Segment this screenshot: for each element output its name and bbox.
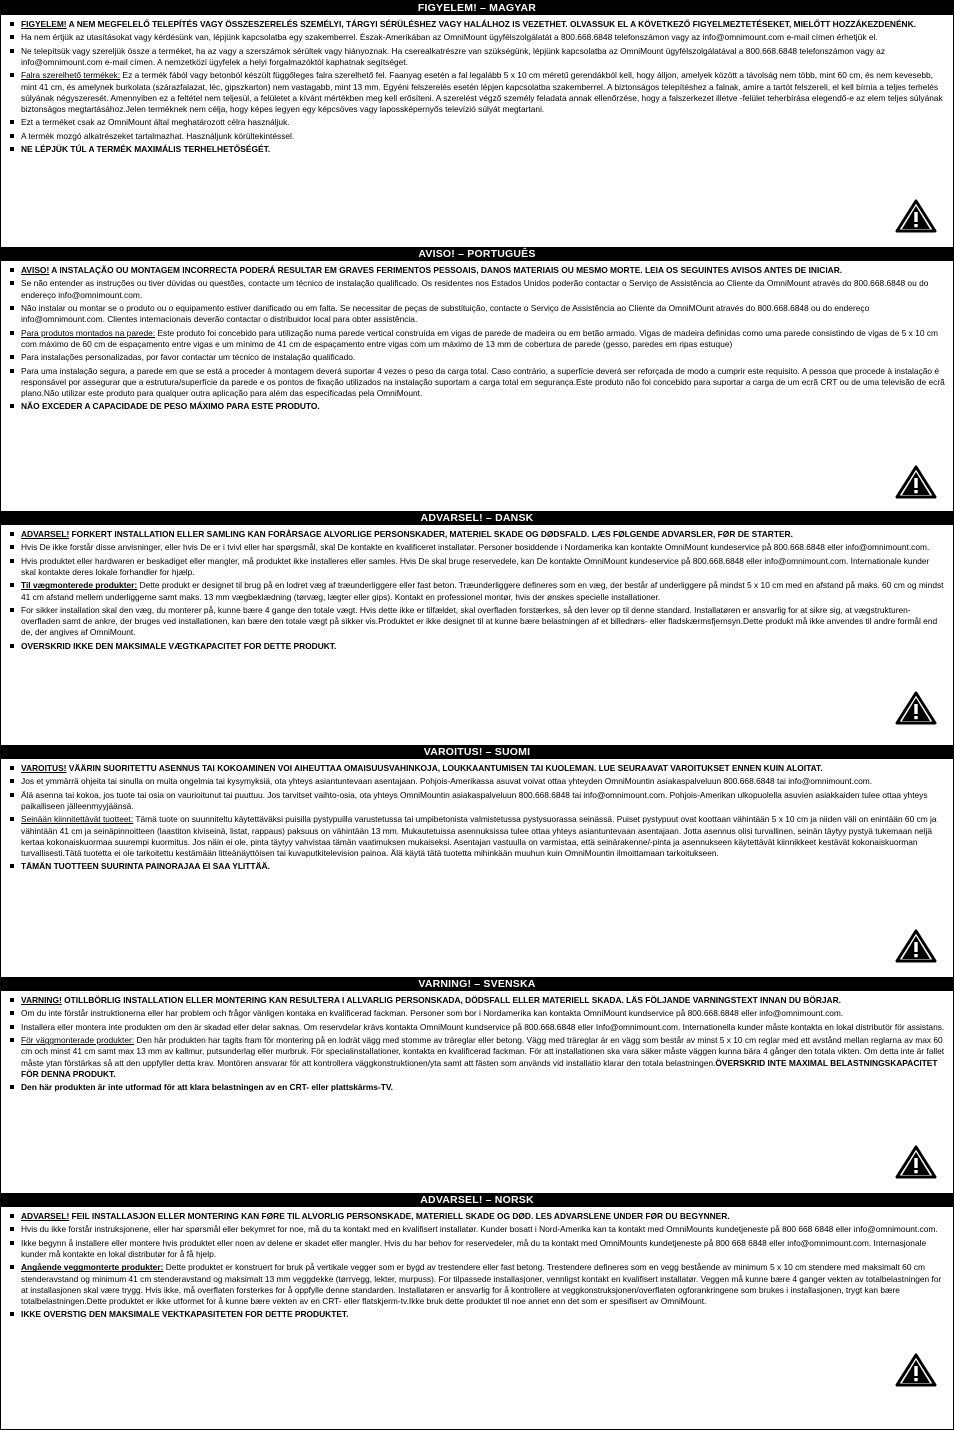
warning-list	[1, 991, 953, 1093]
warning-item	[8, 1082, 945, 1093]
warning-text: A INSTALAÇÃO OU MONTAGEM INCORRECTA PODERÁ RESULTAR EM GRAVES FERIMENTOS PESSOAIS, DANOS MATERIAIS OU MESMO MORTE. LEIA OS SEGUINTES AVISOS ANTES DE INICIAR.	[49, 265, 843, 275]
warning-item	[8, 814, 945, 859]
warning-lead: FIGYELEM!	[21, 19, 67, 29]
warning-item	[8, 529, 945, 540]
section-title: ADVARSEL! – NORSK	[1, 1193, 953, 1207]
warning-text: Den här produkten har tagits fram för montering på en lodrät vägg med stomme av träreglar eller betong. Vägg med träreglar är en vägg som består av minst 5 x 10 cm reglar med ett avstånd mellan reglarna av max 60 cm och minst 41 cm samt max 13 mm av kallmur, putsunderlag eller murbruk. För specialinstallationer, kontakta en kvalificerad fackman. För att installationen ska vara säker måste väggen kunna bära 4 gånger den totala vikten. Om detta inte är fallet måste ytan förstärkas så att den uppfyller detta krav. Montören ansvarar för att kontrollera väggkonstruktionen/yta samt att fästen som används vid installatio klarar den totala belastningen.	[21, 1035, 945, 1068]
warning-text: FORKERT INSTALLATION ELLER SAMLING KAN FORÅRSAGE ALVORLIGE PERSONSKADER, MATERIEL SKADE OG DØDSFALD. LÆS FØLGENDE ADVARSLER, FØR DE STARTER.	[69, 529, 793, 539]
warning-triangle-icon	[895, 1353, 937, 1387]
warning-item	[8, 1035, 945, 1080]
section-magyar	[1, 1, 953, 244]
warning-text: Den här produkten är inte utformad för att klara belastningen av en CRT- eller plattskärms-TV.	[21, 1082, 393, 1093]
warning-lead: ADVARSEL!	[21, 1211, 70, 1221]
warning-item	[8, 328, 945, 350]
warning-triangle-icon	[895, 465, 937, 499]
warning-list	[1, 15, 953, 155]
warning-text: A termék mozgó alkatrészeket tartalmazhat. Használjunk körültekintéssel.	[21, 130, 295, 141]
warning-item	[8, 46, 945, 68]
warning-text: For sikker installation skal den væg, du monterer på, kunne bære 4 gange den totale vægt. Hvis dette ikke er tilfældet, skal overfladen forstærkes, så den lever op til denne standard. Installatøren er ansvarlig for at sikre sig, at vægstrukturen-overfladen samt de ankre, der bruges ved installationen, kan bære den totale vægt på sikker vis.Produktet er ikke designet til at kunne bære belastningen af et billedrørs- eller fladskærmsfjernsyn.Dette produkt må ikke anvendes til andre formål end de, der angives af OmniMount.	[21, 604, 938, 638]
warning-item	[8, 1238, 945, 1260]
warning-lead: Para produtos montados na parede:	[21, 327, 156, 338]
warning-text: Se não entender as instruções ou tiver dúvidas ou questões, contacte um técnico de instalação qualificado. Os residentes nos Estados Unidos poderão contactar o Serviço de Assistência ao Cliente da OmniMount através do 800.668.6848 ou do endereço info@omnimount.com.	[21, 278, 929, 300]
warning-item	[8, 763, 945, 774]
warning-item	[8, 861, 945, 872]
warning-text: OTILLBÖRLIG INSTALLATION ELLER MONTERING KAN RESULTERA I ALLVARLIG PERSONSKADA, DÖDSFALL ELLER MATERIELL SKADA. LÄS FÖLJANDE VARNINGSTEXT INNAN DU BÖRJAR.	[61, 995, 841, 1005]
warning-item	[8, 1262, 945, 1307]
warning-item	[8, 1224, 945, 1235]
warning-text: Ha nem értjük az utasításokat vagy kérdésünk van, lépjünk kapcsolatba egy szakemberrel. Észak-Amerikában az OmniMount ügyfélszolgálatát a 800.668.6848 telefonszámon vagy az info@omnimount.com e-mail címen érhetjük el.	[21, 32, 878, 43]
warning-lead: För väggmonterade produkter:	[21, 1035, 135, 1046]
warning-text: Não instalar ou montar se o produto ou o equipamento estiver danificado ou em falta. Se necessitar de peças de substituição, contacte o Serviço de Assistência ao Cliente da OmniMOunt através do 800.668.6848 ou do endereço info@omnimount.com. Clientes internacionais deverão contactar o distribuidor local para obter assistência.	[21, 302, 870, 325]
warning-item	[8, 995, 945, 1006]
section-title: AVISO! – PORTUGUÊS	[1, 247, 953, 261]
section-svenska	[1, 977, 953, 1191]
warning-text: Ezt a terméket csak az OmniMount által meghatározott célra használjuk.	[21, 117, 290, 128]
warning-lead: AVISO!	[21, 265, 50, 275]
warning-text: TÄMÄN TUOTTEEN SUURINTA PAINORAJAA EI SAA YLITTÄÄ.	[21, 861, 270, 872]
warning-text: FEIL INSTALLASJON ELLER MONTERING KAN FØRE TIL ALVORLIG PERSONSKADE, MATERIELL SKADE OG DØD. LES ADVARSLENE UNDER FØR DU BEGYNNER.	[69, 1211, 730, 1221]
warning-item	[8, 117, 945, 128]
warning-item	[8, 1022, 945, 1033]
warning-text: Dette produktet er konstruert for bruk på vertikale vegger som er bygd av trestendere eller fast betong. Trestendere defineres som en vegg bestående av minimum 5 x 10 cm stendere med maksimalt 60 cm stenderavstand og minimum 41 cm stenderavstand og maksimalt 13 mm veggdekke (tørrvegg, lekter, murpuss). For tilpassede installasjoner, vennligst kontakt en kvalifisert installatør. Veggen må kunne bære 4 ganger vekten av totalbelastningen for at installasjonen skal være trygg. Hvis ikke, må overflaten forsterkes for å oppfylle denne standarden. Installatøren er ansvarlig for å kontrollere at veggkonstruksjonen/overflaten ogforankringene som brukes i installasjonen, trygt kan bære totalbelastningen.Dette produktet er ikke utformet for å kunne bære vekten av en CRT- eller flatskjerm-tv.Ikke bruk dette produktet til noe annet enn det som er spesifisert av OmniMount.	[21, 1262, 942, 1306]
warning-triangle-icon	[895, 691, 937, 725]
warning-text: IKKE OVERSTIG DEN MAKSIMALE VEKTKAPASITETEN FOR DETTE PRODUKTET.	[21, 1309, 349, 1320]
warning-text: Ez a termék fából vagy betonból készült függőleges falra szerelhető fel. Faanyag esetén a fal legalább 5 x 10 cm méretű gerendákból kell, hogy álljon, amelyek között a távolság nem több, mint 60 cm, és nem kevesebb, mint 41 cm, és amelynek burkolata (szárazfalazat, léc, gipszkarton) nem vastagabb, mint 13 mm. Egyéni felszerelés esetén lépjen kapcsolatba szakemberrel. A biztonságos telepítéshez a falnak, amire a tartót felszereli, el kell bírnia a teljes terhelés súlyának négyszeresét. Amennyiben ez a feltétel nem teljesül, a felületet a kívánt mértékben meg kell erősíteni. A szerelést végző személy feladata annak ellenőrzése, hogy a falszerkezet illetve -felület teherbírása elegendő-e az elem teljes súlyának biztonságos megtartásához.Jelen terméknek nem célja, hogy képes legyen egy képcsöves vagy lapossképernyős televízió súlyát megtartani.	[21, 70, 943, 114]
warning-triangle-icon	[895, 1145, 937, 1179]
warning-tail: ÖVERSKRID INTE MAXIMAL BELASTNINGSKAPACITET FÖR DENNA PRODUKT.	[21, 1057, 938, 1079]
warning-item	[8, 542, 945, 553]
warning-item	[8, 401, 945, 412]
warning-text: Installera eller montera inte produkten om den är skadad eller delar saknas. Om reservdelar krävs kontakta OmniMount kundservice på 800.668.6848 eller Info@omnimount.com. Internationella kunder måste kontakta en lokal distributör för assistans.	[21, 1021, 945, 1032]
section-title: VAROITUS! – SUOMI	[1, 745, 953, 759]
warning-item	[8, 352, 945, 363]
warning-text: Älä asenna tai kokoa, jos tuote tai osia on vaurioitunut tai puuttuu. Jos tarvitset vaihto-osia, ota yhteys OmniMountin asiakaspalveluun 800.668.6848 tai info@omnimount.com. Pohjois-Amerikan ulkopuolella asuvien asiakkaiden tulee ottaa yhteys paikalliseen jälleenmyyjäänsä.	[21, 789, 928, 811]
warning-text: Jos et ymmärrä ohjeita tai sinulla on muita ongelmia tai kysymyksiä, ota yhteys asiantuntevaan asentajaan. Pohjois-Amerikassa asuvat voivat ottaa yhteyden OmniMountin asiakaspalveluun 800.668.6848 tai info@omnimount.com.	[21, 776, 873, 787]
warning-text: Tämä tuote on suunniteltu käytettäväksi puisilla pystypuilla varustetussa tai umpibetonista valmistetussa pystysuorassa seinässä. Puiset pystypuut ovat koottaan vähintään 5 x 10 cm ja niiden väli on enintään 60 cm ja vähintään 41 cm ja seinäpinnoitteen (laastiton kiviseinä, listat, rappaus) paksuus on vähintään 13 mm. Mukautetuissa asennuksissa tulee ottaa yhteys asiantuntevaan asentajaan. Jotta asennus olisi turvallinen, seinän täytyy pystyä tukemaan neljä kertaa kokonaiskuormaa suurempi kuormitus. Jos näin ei ole, pinta täytyy vahvistaa tämän vaatimuksen mukaiseksi. Asentajan vastuulla on varmistaa, että seinärakenne/-pinta ja asennukseen käytettävät kiinnikkeet kestävät kokonaiskuorman turvallisesti.Tätä tuotetta ei ole tarkoitettu kestämään litteänäyttöisen tai kuvaputkitelevision painoa. Älä käytä tätä tuotetta mihinkään muuhun kuin OmniMountin ilmoittamaan tarkoitukseen.	[21, 814, 937, 858]
warning-text: Este produto foi concebido para utilização numa parede vertical construída em vigas de parede de madeira ou em betão armado. Vigas de madeira definidas como uma parede consistindo de vigas de 5 x 10 cm com máximo de 60 cm de espaçamento entre vigas e um mínimo de 41 cm de espaçamento entre vigas com um máximo de 13 mm de cobertura de parede (gesso, paredes em ripas estuque)	[21, 327, 938, 349]
warning-item	[8, 303, 945, 325]
warning-lead: Til vægmonterede produkter:	[21, 580, 138, 591]
warning-item	[8, 790, 945, 812]
warning-item	[8, 144, 945, 155]
warning-item	[8, 1211, 945, 1222]
warning-text: Ne telepítsük vagy szereljük össze a terméket, ha az vagy a szerszámok sérültek vagy hiányoznak. Ha cserealkatrészre van szükségünk, lépjünk kapcsolatba az OmniMount ügyfélszolgálatával a 800.668.6848 telefonszámon vagy az info@omnimount.com e-mail címen. A nemzetközi ügyfelek a helyi forgalmazóktól kaphatnak segítséget.	[21, 45, 886, 67]
section-title: ADVARSEL! – DANSK	[1, 511, 953, 525]
warning-lead: VARNING!	[21, 995, 62, 1005]
warning-lead: ADVARSEL!	[21, 529, 70, 539]
warning-triangle-icon	[895, 929, 937, 963]
warning-item	[8, 1008, 945, 1019]
warning-item	[8, 32, 945, 43]
warning-item	[8, 580, 945, 602]
warning-text: Hvis produktet eller hardwaren er beskadiget eller mangler, må produktet ikke installeres eller samles. Hvis De skal bruge reservedele, kan De kontakte OmniMount kundeservice på 800.668.6848 eller info@omnimount.com. Internationale kunder skal kontakte deres lokale forhandler for hjælp.	[21, 555, 930, 577]
section-title: VARNING! – SVENSKA	[1, 977, 953, 991]
warning-text: Para instalações personalizadas, por favor contactar um técnico de instalação qualificado.	[21, 352, 356, 363]
warning-item	[8, 605, 945, 639]
warning-item	[8, 265, 945, 276]
warning-text: Dette produkt er designet til brug på en lodret væg af træunderliggere eller fast beton. Træunderliggere defineres som en væg, der består af underliggere på mindst 5 x 10 cm med en afstand på maks. 60 cm og mindst 41 cm afstand mellem underliggerne samt maks. 13 mm vægbeklædning (tørvæg, lægter eller gips). Kontakt en professionel montør, hvis der ønskes specielle installationer.	[21, 580, 944, 602]
warning-text: Para uma instalação segura, a parede em que se está a proceder à montagem deverá suportar 4 vezes o peso da carga total. Caso contrário, a superfície deverá ser reforçada de modo a cumprir este requisito. A pessoa que procede à instalação é responsável por assegurar que a estrutura/superfície da parede e os pontos de fixação utilizados na instalação suportam a carga total em segurança.Este produto não foi concebido para suportar a carga de um ecrã CRT ou de uma televisão de ecrã plano.Não utilizar este produto para qualquer outra aplicação para além das especificadas pela OmniMount.	[21, 365, 945, 398]
section-suomi	[1, 745, 953, 976]
warning-item	[8, 641, 945, 652]
warning-list	[1, 261, 953, 413]
warning-lead: Seinään kiinnitettävät tuotteet:	[21, 814, 134, 825]
warning-item	[8, 366, 945, 400]
warning-text: A NEM MEGFELELŐ TELEPÍTÉS VAGY ÖSSZESZERELÉS SZEMÉLYI, TÁRGYI SÉRÜLÉSHEZ VAGY HALÁLHOZ IS VEZETHET. OLVASSUK EL A KÖVETKEZŐ FIGYELMEZTETÉSEKET, MIELŐTT HOZZÁKEZDENÉNK.	[66, 19, 916, 29]
warning-item	[8, 1309, 945, 1320]
warning-item	[8, 70, 945, 115]
section-dansk	[1, 511, 953, 743]
warning-list	[1, 1207, 953, 1321]
section-portugues	[1, 247, 953, 510]
warning-text: Hvis du ikke forstår instruksjonene, eller har spørsmål eller bekymret for noe, må du ta kontakt med en kvalifisert installatør. Kunder bosatt i Nord-Amerika kan ta kontakt med OmniMounts kundetjeneste på 800 668 6848 eller info@omnimount.com.	[21, 1224, 938, 1235]
warning-item	[8, 556, 945, 578]
warning-item	[8, 776, 945, 787]
warning-text: NÃO EXCEDER A CAPACIDADE DE PESO MÁXIMO PARA ESTE PRODUTO.	[21, 401, 320, 412]
warning-list	[1, 525, 953, 652]
warning-lead: VAROITUS!	[21, 763, 67, 773]
warning-lead: Angående veggmonterte produkter:	[21, 1262, 164, 1273]
section-title: FIGYELEM! – MAGYAR	[1, 1, 953, 15]
warning-item	[8, 131, 945, 142]
warning-triangle-icon	[895, 199, 937, 233]
section-norsk	[1, 1193, 953, 1429]
warning-item	[8, 19, 945, 30]
warning-lead: Falra szerelhető termékek:	[21, 70, 121, 81]
warning-text: NE LÉPJÜK TÚL A TERMÉK MAXIMÁLIS TERHELHETŐSÉGÉT.	[21, 144, 271, 155]
warning-item	[8, 278, 945, 300]
warning-text: Ikke begynn å installere eller montere hvis produktet eller noen av delene er skadet eller mangler. Hvis du har behov for reservedeler, må du ta kontakt med OmniMounts kundetjeneste på 800 668 6848 eller info@omnimount.com. Internasjonale kunder må kontakte en lokal distributør for å få hjelp.	[21, 1237, 927, 1259]
warning-text: OVERSKRID IKKE DEN MAKSIMALE VÆGTKAPACITET FOR DETTE PRODUKT.	[21, 640, 337, 651]
warning-text: Hvis De ikke forstår disse anvisninger, eller hvis De er i tvivl eller har spørgsmål, skal De kontakte en kvalificeret installatør. Personer bosiddende i Nordamerika kan kontakte OmniMount kundeservice på 800.668.6848 eller info@omnimount.com.	[21, 542, 930, 553]
warning-text: Om du inte förstår instruktionerna eller har problem och frågor vänligen kontaka en kvalificerad fackman. Personer som bor i Nordamerika kan kontakta OmniMount kundservice på 800.668.6848 eller info@omnimount.com.	[21, 1008, 844, 1019]
warning-list	[1, 759, 953, 873]
warning-text: VÄÄRIN SUORITETTU ASENNUS TAI KOKOAMINEN VOI AIHEUTTAA OMAISUUSVAHINKOJA, LOUKKAANTUMISEN TAI KUOLEMAN. LUE SEURAAVAT VAROITUKSET ENNEN KUIN ALOITAT.	[66, 763, 823, 773]
